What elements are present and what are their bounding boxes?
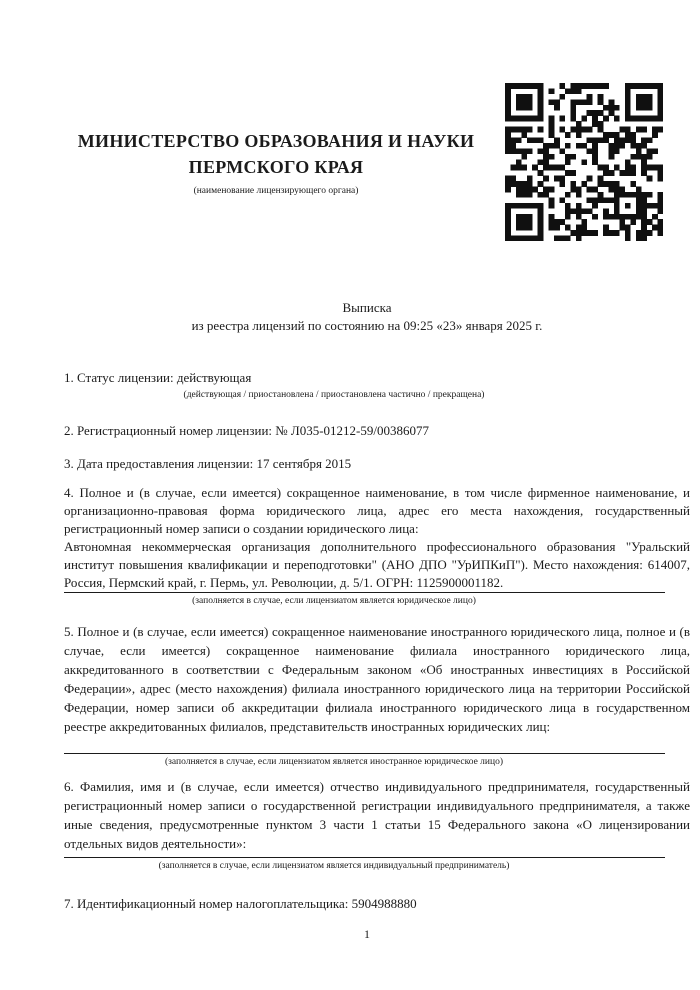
- item-entrepreneur-details: [64, 777, 690, 872]
- separator-line: [64, 592, 665, 593]
- separator-line: [64, 753, 665, 754]
- item-license-status: 1. Статус лицензии: действующая: [64, 370, 252, 385]
- document-title-line1: Выписка: [342, 300, 392, 315]
- legal-entity-caption: (заполняется в случае, если лицензиатом является юридическое лицо): [192, 596, 476, 606]
- entrepreneur-question: 6. Фамилия, имя и (в случае, если имеется) отчество индивидуального предпринимателя, государственный регистрационный номер записи о государственной регистрации индивидуального предпринимателя, а также иные сведения, предусмотренные пунктом 3 части 1 статьи 15 Федерального закона «О лицензировании отдельных видов деятельности»:: [64, 779, 690, 851]
- authority-name-line1: МИНИСТЕРСТВО ОБРАЗОВАНИЯ И НАУКИ: [77, 131, 475, 151]
- item-legal-entity-details: [64, 484, 690, 607]
- page-number: 1: [364, 927, 370, 941]
- foreign-entity-caption: (заполняется в случае, если лицензиатом является иностранное юридическое лицо): [165, 757, 503, 767]
- item-grant-date: 3. Дата предоставления лицензии: 17 сентября 2015: [64, 456, 352, 471]
- item-registration-number: 2. Регистрационный номер лицензии: № Л035-01212-59/00386077: [64, 423, 430, 438]
- document-title: [64, 299, 670, 335]
- qr-code-icon: [505, 83, 663, 241]
- document-title-line2: из реестра лицензий по состоянию на 09:25 «23» января 2025 г.: [191, 318, 543, 333]
- separator-line: [64, 857, 665, 858]
- authority-name-line2: ПЕРМСКОГО КРАЯ: [188, 157, 364, 177]
- authority-name-caption: (наименование лицензирующего органа): [193, 186, 359, 196]
- item-taxpayer-number: 7. Идентификационный номер налогоплательщика: 5904988880: [64, 896, 417, 911]
- license-status-options-caption: (действующая / приостановлена / приостановлена частично / прекращена): [183, 390, 485, 400]
- legal-entity-answer: Автономная некоммерческая организация дополнительного профессионального образования "Уральский институт повышения квалификации и переподготовки" (АНО ДПО "УрИПКиП"). Место нахождения: 614007, Россия, Пермский край, г. Пермь, ул. Революции, д. 5/1. ОГРН: 1125900001182.: [64, 539, 690, 590]
- item-foreign-entity-details: [64, 622, 690, 768]
- legal-entity-question: 4. Полное и (в случае, если имеется) сокращенное наименование, в том числе фирменное наименование, и организационно-правовая форма юридического лица, адрес его места нахождения, государственный регистрационный номер записи о создании юридического лица:: [64, 485, 690, 536]
- foreign-entity-question: 5. Полное и (в случае, если имеется) сокращенное наименование иностранного юридического лица, полное и (в случае, если имеется) сокращенное наименование филиала иностранного юридического лица, аккредитованного в соответствии с Федеральным законом «Об иностранных инвестициях в Российской Федерации», адрес (место нахождения) филиала иностранного юридического лица на территории Российской Федерации, номер записи об аккредитации филиала иностранного юридического лица в государственном реестре аккредитованных филиалов, представительств иностранных юридических лиц:: [64, 624, 690, 734]
- authority-name: [64, 128, 488, 180]
- licensing-authority-header: [64, 128, 488, 197]
- entrepreneur-caption: (заполняется в случае, если лицензиатом является индивидуальный предприниматель): [158, 861, 510, 871]
